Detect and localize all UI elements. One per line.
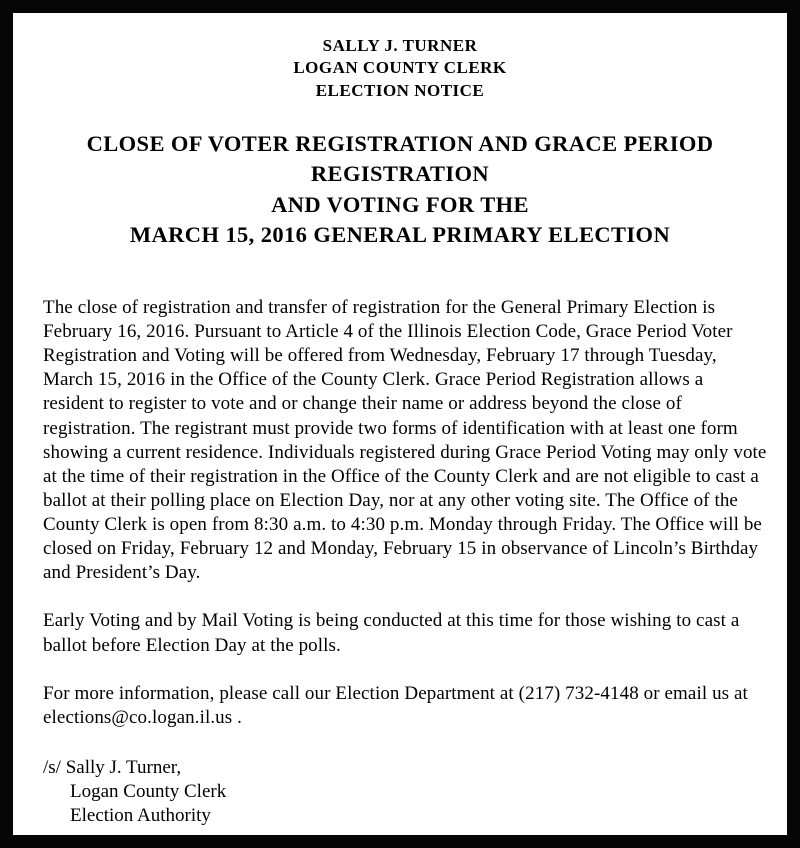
body-paragraph-contact-info: For more information, please call our Election Department at (217) 732-4148 or email us at elections@co.logan.il.us . [43, 682, 748, 728]
title-line-2: REGISTRATION [310, 161, 490, 187]
signature-line-title: Logan County Clerk [70, 781, 227, 802]
notice-header [29, 35, 771, 102]
notice-body [29, 296, 771, 730]
election-notice-page [13, 13, 787, 835]
signature-line-authority: Election Authority [70, 805, 211, 827]
body-paragraph-early-voting: Early Voting and by Mail Voting is being conducted at this time for those wishing to cast a ballot before Election Day at the polls. [43, 610, 740, 656]
header-line-notice-type: ELECTION NOTICE [315, 80, 485, 100]
signature-line-name: /s/ Sally J. Turner, [43, 756, 182, 778]
title-line-4: MARCH 15, 2016 GENERAL PRIMARY ELECTION [129, 221, 671, 247]
header-line-clerk-title: LOGAN COUNTY CLERK [293, 58, 507, 78]
title-line-1: CLOSE OF VOTER REGISTRATION AND GRACE PERIOD [86, 131, 714, 157]
notice-title [29, 129, 771, 250]
header-line-clerk-name: SALLY J. TURNER [322, 36, 478, 55]
body-paragraph-registration-details: The close of registration and transfer of registration for the General Primary Election is February 16, 2016. Pursuant to Article 4 of the Illinois Election Code, Grace Period Voter Registration and Voting will be offered from Wednesday, February 17 through Tuesday, March 15, 2016 in the Office of the County Clerk. Grace Period Registration allows a resident to register to vote and or change their name or address beyond the close of registration. The registrant must provide two forms of identification with at least one form showing a current residence. Individuals registered during Grace Period Voting may only vote at the time of their registration in the Office of the County Clerk and are not eligible to cast a ballot at their polling place on Election Day, nor at any other voting site. The Office of the County Clerk is open from 8:30 a.m. to 4:30 p.m. Monday through Friday. The Office will be closed on Friday, February 12 and Monday, February 15 in observance of Lincoln’s Birthday and President’s Day. [43, 296, 767, 584]
title-line-3: AND VOTING FOR THE [271, 191, 529, 217]
signature-block [43, 756, 771, 828]
